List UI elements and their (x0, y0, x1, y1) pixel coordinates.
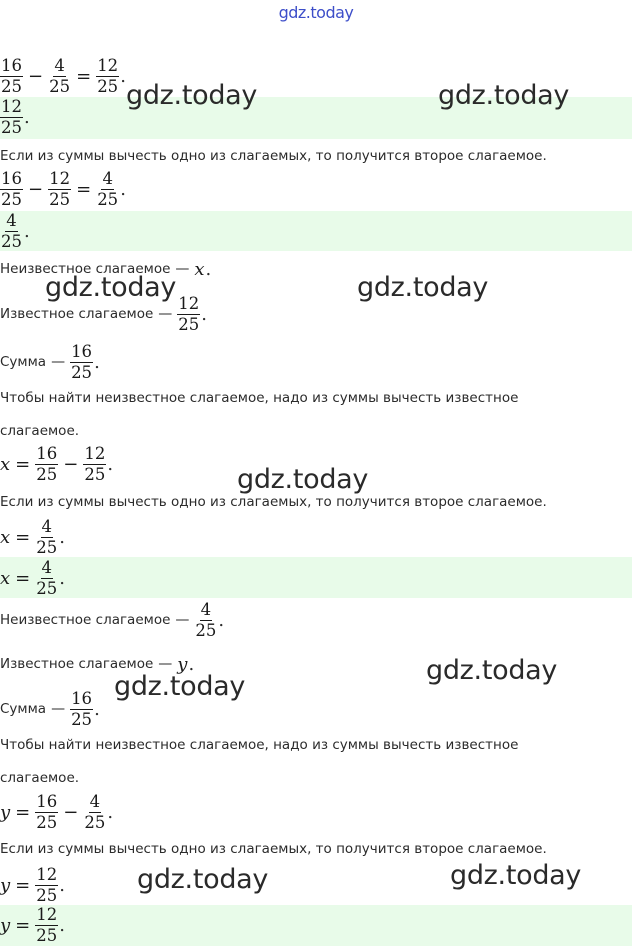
fraction: $\frac{16}{25}$ (36, 792, 58, 832)
answer-highlight (0, 211, 632, 251)
sum-line: Сумма — $\frac{16}{25}$ . (0, 342, 100, 382)
fraction: $\frac{12}{25}$ (97, 56, 119, 96)
answer-highlight (0, 905, 632, 946)
rule-text: Если из суммы вычесть одно из слагаемых, то получится второе слагаемое. (0, 494, 547, 510)
unknown-addend-line: Неизвестное слагаемое — x . (0, 258, 212, 280)
fraction: $\frac{4}{25}$ (36, 558, 58, 598)
fraction: $\frac{12}{25}$ (36, 905, 58, 945)
rule-text: Чтобы найти неизвестное слагаемое, надо из суммы вычесть известное (0, 390, 519, 406)
fraction: $\frac{4}{25}$ (1, 211, 22, 251)
fraction: $\frac{12}{25}$ (1, 97, 22, 137)
fraction: $\frac{16}{25}$ (1, 169, 22, 209)
watermark-text: gdz.today (114, 671, 246, 702)
rule-text: Если из суммы вычесть одно из слагаемых, то получится второе слагаемое. (0, 148, 547, 164)
equation-line: $\frac{16}{25}$ − $\frac{12}{25}$ = $\frac{4}{25}$ . (1, 169, 126, 209)
fraction: $\frac{16}{25}$ (71, 689, 93, 729)
unknown-addend-line: Неизвестное слагаемое — $\frac{4}{25}$ . (0, 600, 225, 640)
answer-line: x = $\frac{4}{25}$ . (0, 558, 65, 598)
rule-text: Чтобы найти неизвестное слагаемое, надо из суммы вычесть известное (0, 737, 519, 753)
site-logo[interactable]: gdz.today (278, 3, 354, 22)
fraction: $\frac{4}{25}$ (195, 600, 217, 640)
answer-line: y = $\frac{12}{25}$ . (0, 905, 65, 945)
answer-line: $\frac{4}{25}$ . (1, 211, 30, 251)
answer-line: $\frac{12}{25}$ . (1, 97, 30, 137)
watermark-text: gdz.today (357, 272, 489, 303)
equation-line: y = $\frac{12}{25}$ . (0, 865, 65, 905)
answer-highlight (0, 557, 632, 598)
fraction: $\frac{12}{25}$ (36, 865, 58, 905)
watermark-text: gdz.today (237, 464, 369, 495)
watermark-text: gdz.today (45, 272, 177, 303)
watermark-text: gdz.today (438, 80, 570, 111)
fraction: $\frac{4}{25}$ (97, 169, 119, 209)
equation-line: x = $\frac{16}{25}$ − $\frac{12}{25}$ . (0, 444, 114, 484)
watermark-text: gdz.today (126, 80, 258, 111)
fraction: $\frac{4}{25}$ (36, 517, 58, 557)
fraction: $\frac{4}{25}$ (84, 792, 106, 832)
watermark-text: gdz.today (137, 864, 269, 895)
equation-line: $\frac{16}{25}$ − $\frac{4}{25}$ = $\frac{12}{25}$ . (1, 56, 126, 96)
fraction: $\frac{12}{25}$ (49, 169, 71, 209)
fraction: $\frac{12}{25}$ (84, 444, 106, 484)
fraction: $\frac{16}{25}$ (1, 56, 22, 96)
rule-text: Если из суммы вычесть одно из слагаемых, то получится второе слагаемое. (0, 841, 547, 857)
watermark-text: gdz.today (426, 655, 558, 686)
fraction: $\frac{16}{25}$ (71, 342, 93, 382)
fraction: $\frac{4}{25}$ (49, 56, 71, 96)
rule-text: слагаемое. (0, 423, 80, 439)
watermark-text: gdz.today (450, 860, 582, 891)
known-addend-line: Известное слагаемое — y . (0, 653, 195, 675)
sum-line: Сумма — $\frac{16}{25}$ . (0, 689, 100, 729)
rule-text: слагаемое. (0, 770, 80, 786)
fraction: $\frac{16}{25}$ (36, 444, 58, 484)
equation-line: x = $\frac{4}{25}$ . (0, 517, 65, 557)
equation-line: y = $\frac{16}{25}$ − $\frac{4}{25}$ . (0, 792, 114, 832)
fraction: $\frac{12}{25}$ (178, 294, 200, 334)
known-addend-line: Известное слагаемое — $\frac{12}{25}$ . (0, 294, 207, 334)
